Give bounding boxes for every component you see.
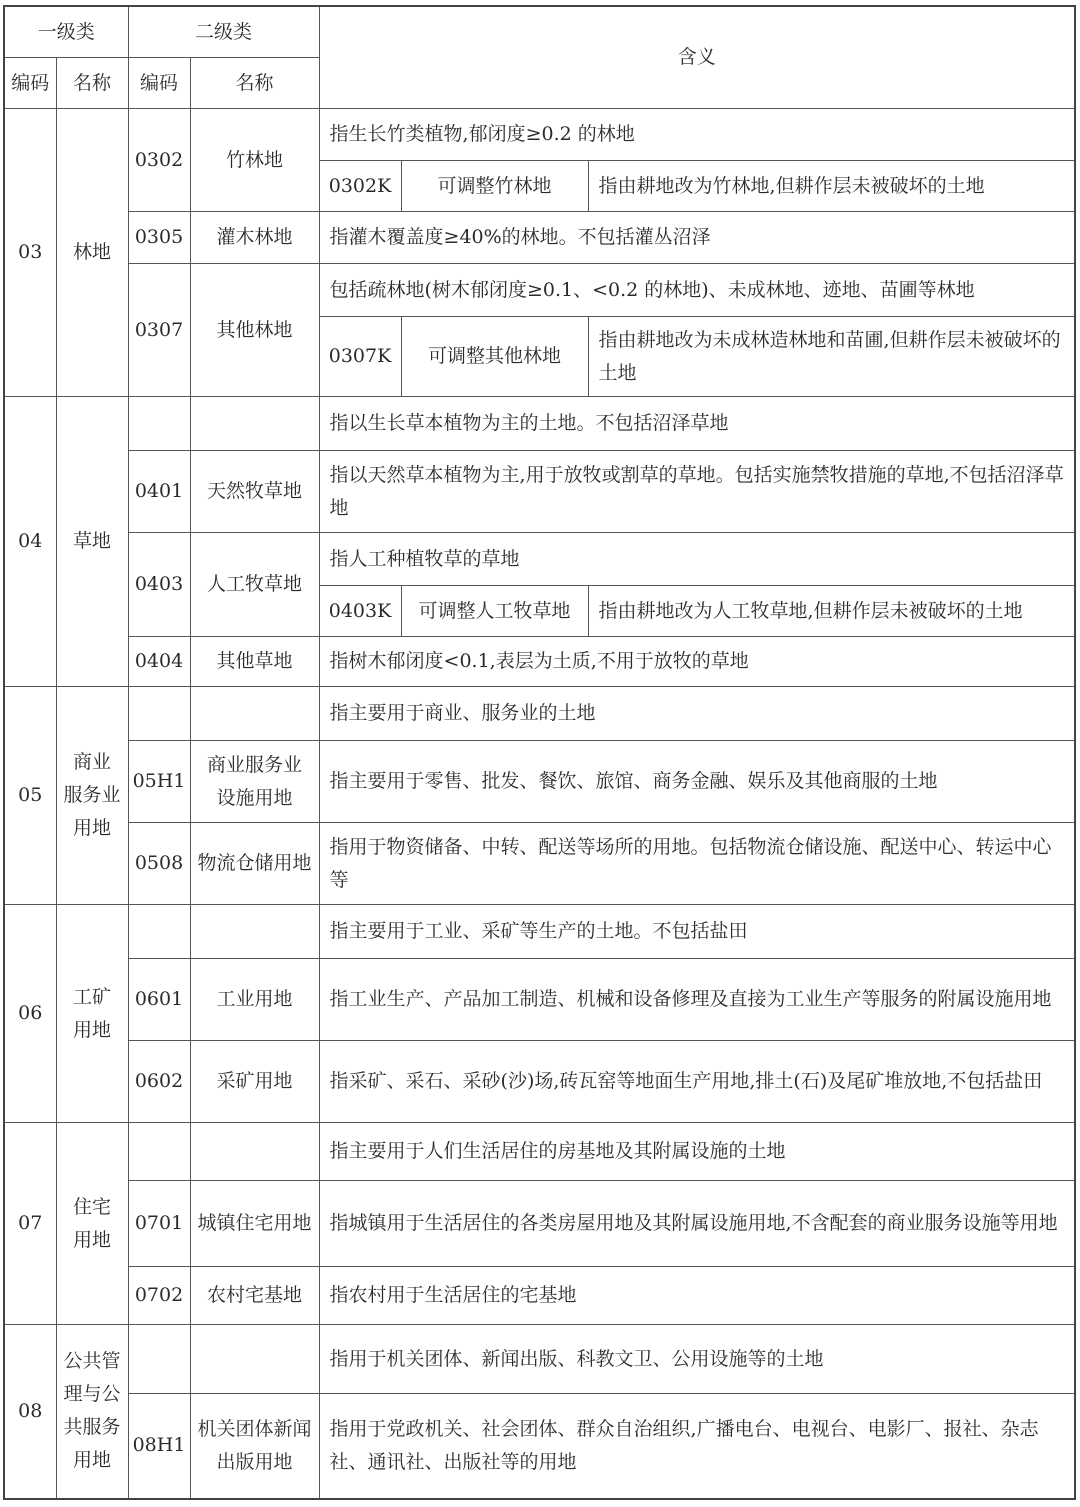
table-row — [4, 451, 1075, 533]
level2-code: 0701 — [128, 1181, 190, 1267]
level2-name-empty — [190, 1123, 319, 1181]
level2-meaning: 指人工种植牧草的草地 — [319, 533, 1075, 586]
level2-meaning: 指城镇用于生活居住的各类房屋用地及其附属设施用地,不含配套的商业服务设施等用地 — [319, 1181, 1075, 1267]
level1-name: 商业 服务业 用地 — [56, 687, 128, 905]
adjustable-meaning: 指由耕地改为未成林造林地和苗圃,但耕作层未被破坏的土地 — [588, 317, 1075, 397]
level2-meaning: 指采矿、采石、采砂(沙)场,砖瓦窑等地面生产用地,排土(石)及尾矿堆放地,不包括盐田 — [319, 1041, 1075, 1123]
level1-meaning: 指主要用于商业、服务业的土地 — [319, 687, 1075, 741]
level2-code: 0302 — [128, 109, 190, 212]
header-level1: 一级类 — [4, 6, 128, 58]
level2-code: 0602 — [128, 1041, 190, 1123]
level1-code: 06 — [4, 905, 56, 1123]
table-row — [4, 905, 1075, 959]
table-row — [4, 687, 1075, 741]
level2-code: 0404 — [128, 637, 190, 687]
adjustable-meaning: 指由耕地改为竹林地,但耕作层未被破坏的土地 — [588, 161, 1075, 212]
level1-code: 07 — [4, 1123, 56, 1325]
level2-name: 采矿用地 — [190, 1041, 319, 1123]
level2-code-empty — [128, 687, 190, 741]
level2-meaning: 指树木郁闭度<0.1,表层为土质,不用于放牧的草地 — [319, 637, 1075, 687]
table-row — [4, 741, 1075, 823]
level2-code: 0401 — [128, 451, 190, 533]
table-row — [4, 264, 1075, 317]
level1-code: 03 — [4, 109, 56, 397]
level1-meaning: 指以生长草本植物为主的土地。不包括沼泽草地 — [319, 397, 1075, 451]
table-row — [4, 1394, 1075, 1499]
level2-name: 灌木林地 — [190, 212, 319, 264]
level1-code: 08 — [4, 1325, 56, 1499]
level2-name: 竹林地 — [190, 109, 319, 212]
table-row — [4, 397, 1075, 451]
level2-name: 商业服务业 设施用地 — [190, 741, 319, 823]
level1-code: 04 — [4, 397, 56, 687]
level2-code-empty — [128, 1325, 190, 1394]
level2-meaning: 指以天然草本植物为主,用于放牧或割草的草地。包括实施禁牧措施的草地,不包括沼泽草地 — [319, 451, 1075, 533]
level2-name: 其他林地 — [190, 264, 319, 397]
header-code2: 编码 — [128, 58, 190, 109]
level1-name: 林地 — [56, 109, 128, 397]
adjustable-code: 0403K — [319, 586, 401, 637]
header-name1: 名称 — [56, 58, 128, 109]
table-row — [4, 1267, 1075, 1325]
level1-meaning: 指主要用于人们生活居住的房基地及其附属设施的土地 — [319, 1123, 1075, 1181]
header-name2: 名称 — [190, 58, 319, 109]
level2-meaning: 指工业生产、产品加工制造、机械和设备修理及直接为工业生产等服务的附属设施用地 — [319, 959, 1075, 1041]
table-row — [4, 1325, 1075, 1394]
level2-meaning: 指用于党政机关、社会团体、群众自治组织,广播电台、电视台、电影厂、报社、杂志社、通讯社、出版社等的用地 — [319, 1394, 1075, 1499]
header-meaning: 含义 — [319, 6, 1075, 109]
level1-meaning: 指用于机关团体、新闻出版、科教文卫、公用设施等的土地 — [319, 1325, 1075, 1394]
level2-meaning: 指主要用于零售、批发、餐饮、旅馆、商务金融、娱乐及其他商服的土地 — [319, 741, 1075, 823]
level2-name-empty — [190, 397, 319, 451]
level1-name: 草地 — [56, 397, 128, 687]
level2-code: 0305 — [128, 212, 190, 264]
header-level2: 二级类 — [128, 6, 319, 58]
level1-meaning: 指主要用于工业、采矿等生产的土地。不包括盐田 — [319, 905, 1075, 959]
table-row — [4, 637, 1075, 687]
level2-meaning: 指农村用于生活居住的宅基地 — [319, 1267, 1075, 1325]
level2-name: 人工牧草地 — [190, 533, 319, 637]
level2-name: 机关团体新闻 出版用地 — [190, 1394, 319, 1499]
level2-name: 其他草地 — [190, 637, 319, 687]
level2-meaning: 指生长竹类植物,郁闭度≥0.2 的林地 — [319, 109, 1075, 161]
adjustable-name: 可调整人工牧草地 — [401, 586, 588, 637]
adjustable-name: 可调整其他林地 — [401, 317, 588, 397]
level2-name-empty — [190, 1325, 319, 1394]
level2-name: 城镇住宅用地 — [190, 1181, 319, 1267]
table-row — [4, 109, 1075, 161]
level1-name: 公共管 理与公 共服务 用地 — [56, 1325, 128, 1499]
level2-code: 0508 — [128, 823, 190, 905]
table-row — [4, 1181, 1075, 1267]
header-row-1 — [4, 6, 1075, 58]
table-row — [4, 212, 1075, 264]
level2-meaning: 包括疏林地(树木郁闭度≥0.1、<0.2 的林地)、未成林地、迹地、苗圃等林地 — [319, 264, 1075, 317]
level2-code: 0601 — [128, 959, 190, 1041]
level1-code: 05 — [4, 687, 56, 905]
level2-code: 08H1 — [128, 1394, 190, 1499]
level1-name: 住宅 用地 — [56, 1123, 128, 1325]
level2-name: 农村宅基地 — [190, 1267, 319, 1325]
level2-code: 0702 — [128, 1267, 190, 1325]
level2-code-empty — [128, 1123, 190, 1181]
level1-name: 工矿 用地 — [56, 905, 128, 1123]
adjustable-code: 0302K — [319, 161, 401, 212]
adjustable-name: 可调整竹林地 — [401, 161, 588, 212]
level2-code: 05H1 — [128, 741, 190, 823]
table-row — [4, 1123, 1075, 1181]
level2-meaning: 指灌木覆盖度≥40%的林地。不包括灌丛沼泽 — [319, 212, 1075, 264]
level2-code: 0403 — [128, 533, 190, 637]
level2-code: 0307 — [128, 264, 190, 397]
table-row — [4, 823, 1075, 905]
level2-meaning: 指用于物资储备、中转、配送等场所的用地。包括物流仓储设施、配送中心、转运中心等 — [319, 823, 1075, 905]
adjustable-code: 0307K — [319, 317, 401, 397]
header-code1: 编码 — [4, 58, 56, 109]
land-classification-table — [3, 5, 1076, 1500]
table-row — [4, 959, 1075, 1041]
level2-name: 天然牧草地 — [190, 451, 319, 533]
level2-name-empty — [190, 687, 319, 741]
level2-code-empty — [128, 905, 190, 959]
level2-name: 工业用地 — [190, 959, 319, 1041]
adjustable-meaning: 指由耕地改为人工牧草地,但耕作层未被破坏的土地 — [588, 586, 1075, 637]
level2-code-empty — [128, 397, 190, 451]
table-row — [4, 1041, 1075, 1123]
table-row — [4, 533, 1075, 586]
level2-name: 物流仓储用地 — [190, 823, 319, 905]
level2-name-empty — [190, 905, 319, 959]
